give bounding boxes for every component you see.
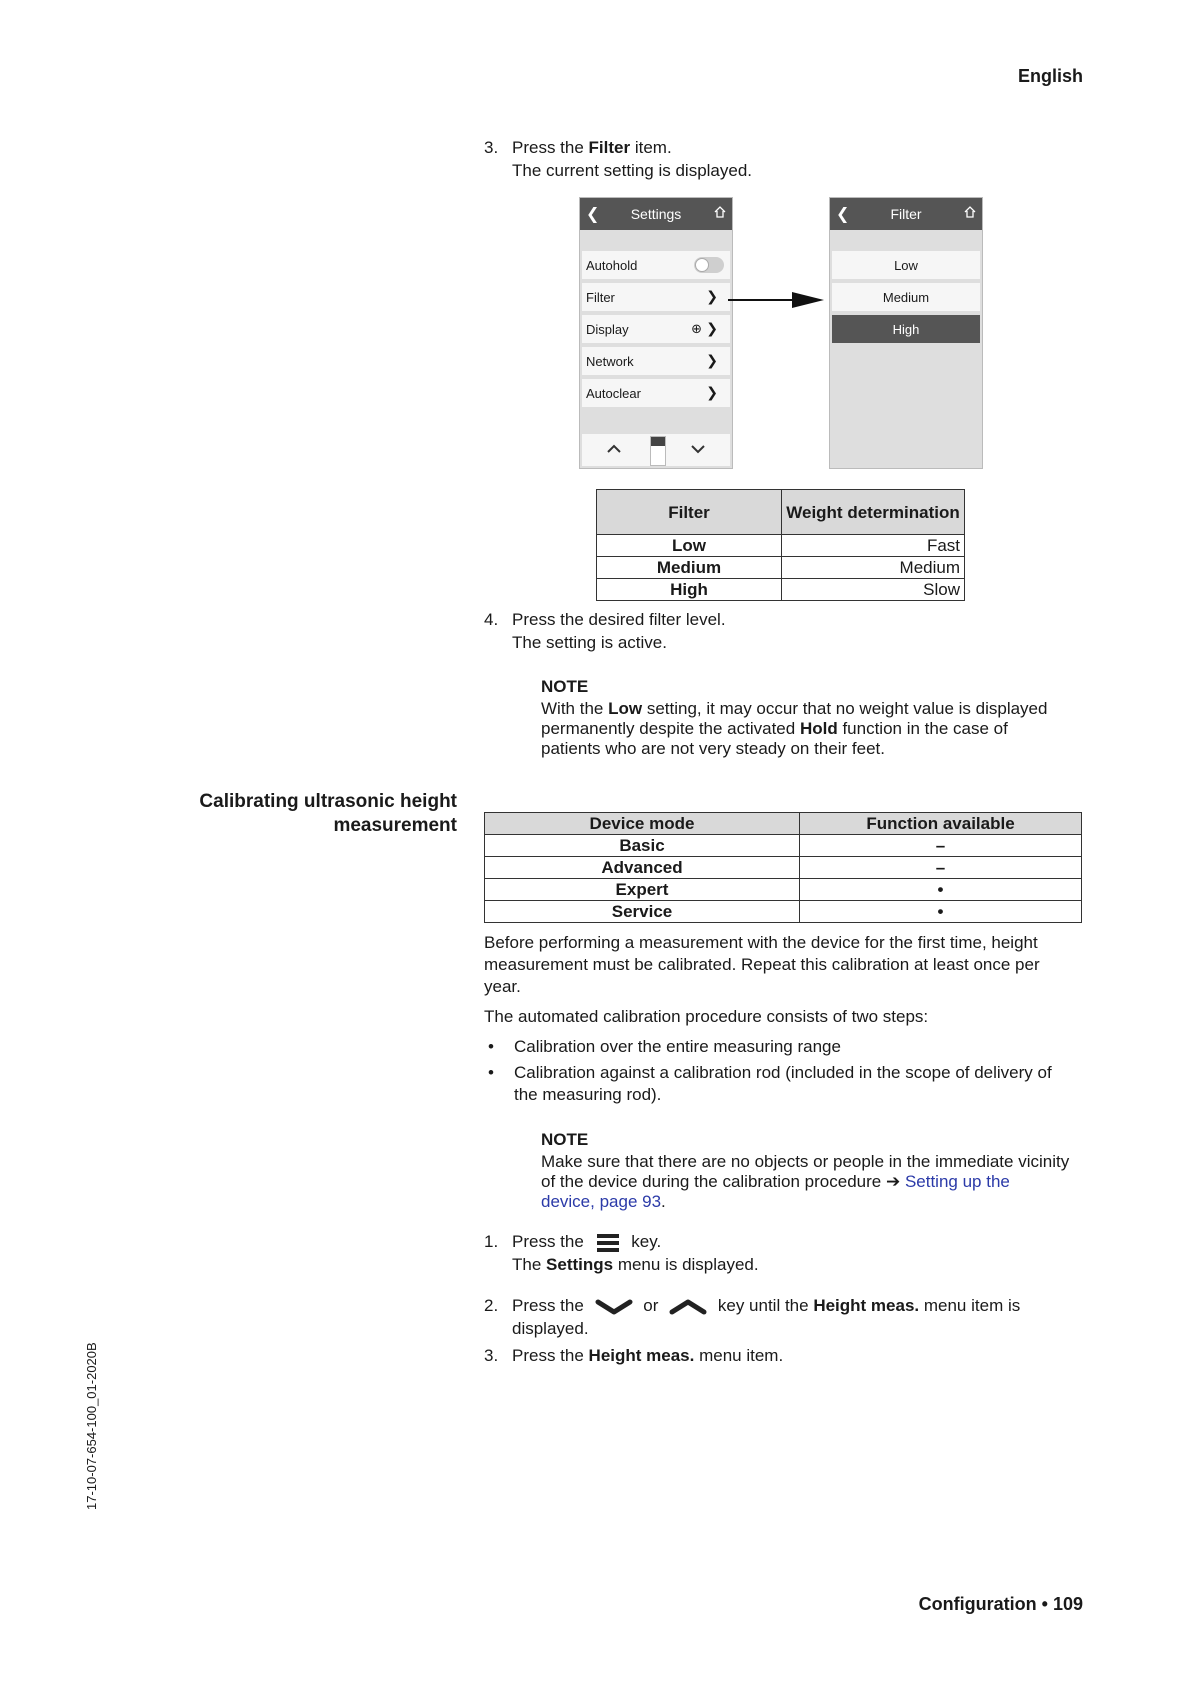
home-icon bbox=[714, 206, 726, 218]
menu-item-display: Display ⊕ ❯ bbox=[582, 315, 730, 343]
step-text: Press the Filter item. bbox=[512, 138, 672, 157]
document-id: 17-10-07-654-100_01-2020B bbox=[84, 1342, 99, 1510]
filter-option-low: Low bbox=[832, 251, 980, 279]
table-row: Basic – bbox=[485, 835, 1082, 857]
filter-table bbox=[596, 489, 965, 601]
setup-device-link[interactable]: Setting up the bbox=[904, 1172, 1010, 1191]
chevron-down-icon bbox=[690, 444, 706, 454]
note-heading: NOTE bbox=[541, 1130, 589, 1149]
filter-screen-title: Filter bbox=[890, 206, 922, 222]
table-row: Medium Medium bbox=[597, 557, 965, 579]
table-row: Low Fast bbox=[597, 535, 965, 557]
calibration-steps-intro: The automated calibration procedure consists of two steps: bbox=[484, 1007, 929, 1026]
table-header: Weight determination bbox=[782, 490, 965, 535]
filter-screen-header bbox=[830, 198, 982, 230]
page-number: 109 bbox=[1052, 1594, 1083, 1614]
note-vicinity: NOTE Make sure that there are no objects or people in the immediate vicinity of the device during the calibration procedure ➔ Setting up the device, page 93. bbox=[541, 1130, 1081, 1212]
menu-item-autohold: Autohold bbox=[582, 251, 730, 279]
section-heading: Calibrating ultrasonic height measurement bbox=[199, 791, 457, 836]
menu-icon bbox=[595, 1232, 621, 1254]
scroll-indicator bbox=[650, 436, 666, 466]
settings-screen-header bbox=[580, 198, 732, 230]
step-3-height-meas: 3. Press the Height meas. menu item. bbox=[484, 1346, 784, 1365]
table-header: Function available bbox=[800, 813, 1082, 835]
note-heading: NOTE bbox=[541, 677, 589, 696]
step-result: The current setting is displayed. bbox=[512, 161, 753, 180]
step-2-navigate: 2. Press the or key until the Height meas. menu item is displayed. bbox=[484, 1296, 1021, 1338]
step-4: 4. Press the desired filter level. The setting is active. bbox=[484, 610, 726, 652]
settings-screen bbox=[579, 197, 733, 469]
chevron-up-icon bbox=[606, 444, 622, 454]
chevron-down-icon bbox=[595, 1298, 633, 1316]
toggle-icon bbox=[694, 257, 724, 273]
list-item: • Calibration over the entire measuring range bbox=[488, 1037, 841, 1056]
chevron-right-icon: ❯ bbox=[706, 384, 718, 400]
settings-screen-title: Settings bbox=[630, 206, 682, 222]
step-number: 3. bbox=[484, 138, 499, 157]
menu-item-autoclear: Autoclear ❯ bbox=[582, 379, 730, 407]
arrow-right-icon bbox=[728, 291, 824, 309]
language-label: English bbox=[1017, 66, 1083, 86]
chevron-right-icon: ❯ bbox=[706, 320, 718, 336]
back-icon: ❮ bbox=[586, 206, 600, 223]
chevron-up-icon bbox=[669, 1298, 707, 1316]
table-header: Device mode bbox=[485, 813, 800, 835]
filter-option-medium: Medium bbox=[832, 283, 980, 311]
filter-screen bbox=[829, 197, 983, 469]
arrow-icon: ➔ bbox=[885, 1172, 901, 1191]
step-1-menu-key: 1. Press the key. The Settings menu is displayed. bbox=[484, 1232, 759, 1274]
table-row: Service • bbox=[485, 901, 1082, 923]
table-row: Expert • bbox=[485, 879, 1082, 901]
page-footer: Configuration • 109 bbox=[918, 1594, 1083, 1614]
globe-icon: ⊕ bbox=[691, 321, 702, 336]
setup-device-link-page[interactable]: device, page 93 bbox=[541, 1192, 662, 1211]
back-icon: ❮ bbox=[836, 206, 850, 223]
screen-nav-bar bbox=[582, 434, 730, 466]
home-icon bbox=[964, 206, 976, 218]
menu-item-filter: Filter ❯ bbox=[582, 283, 730, 311]
note-low-setting: NOTE With the Low setting, it may occur that no weight value is displayed permanently despite the activated Hold function in the case of patients who are not very steady on their feet. bbox=[541, 677, 1081, 759]
filter-option-high: High bbox=[832, 315, 980, 343]
menu-item-network: Network ❯ bbox=[582, 347, 730, 375]
table-row: High Slow bbox=[597, 579, 965, 601]
chevron-right-icon: ❯ bbox=[706, 352, 718, 368]
table-row: Advanced – bbox=[485, 857, 1082, 879]
calibration-intro: Before performing a measurement with the device for the first time, height measurement must be calibrated. Repeat this calibration at least once per year. bbox=[484, 933, 1040, 996]
table-header: Filter bbox=[597, 490, 782, 535]
chevron-right-icon: ❯ bbox=[706, 288, 718, 304]
step-3-filter bbox=[484, 136, 1084, 184]
device-mode-table bbox=[484, 812, 1082, 923]
list-item: • Calibration against a calibration rod (included in the scope of delivery of the measuring rod). bbox=[488, 1063, 1052, 1104]
